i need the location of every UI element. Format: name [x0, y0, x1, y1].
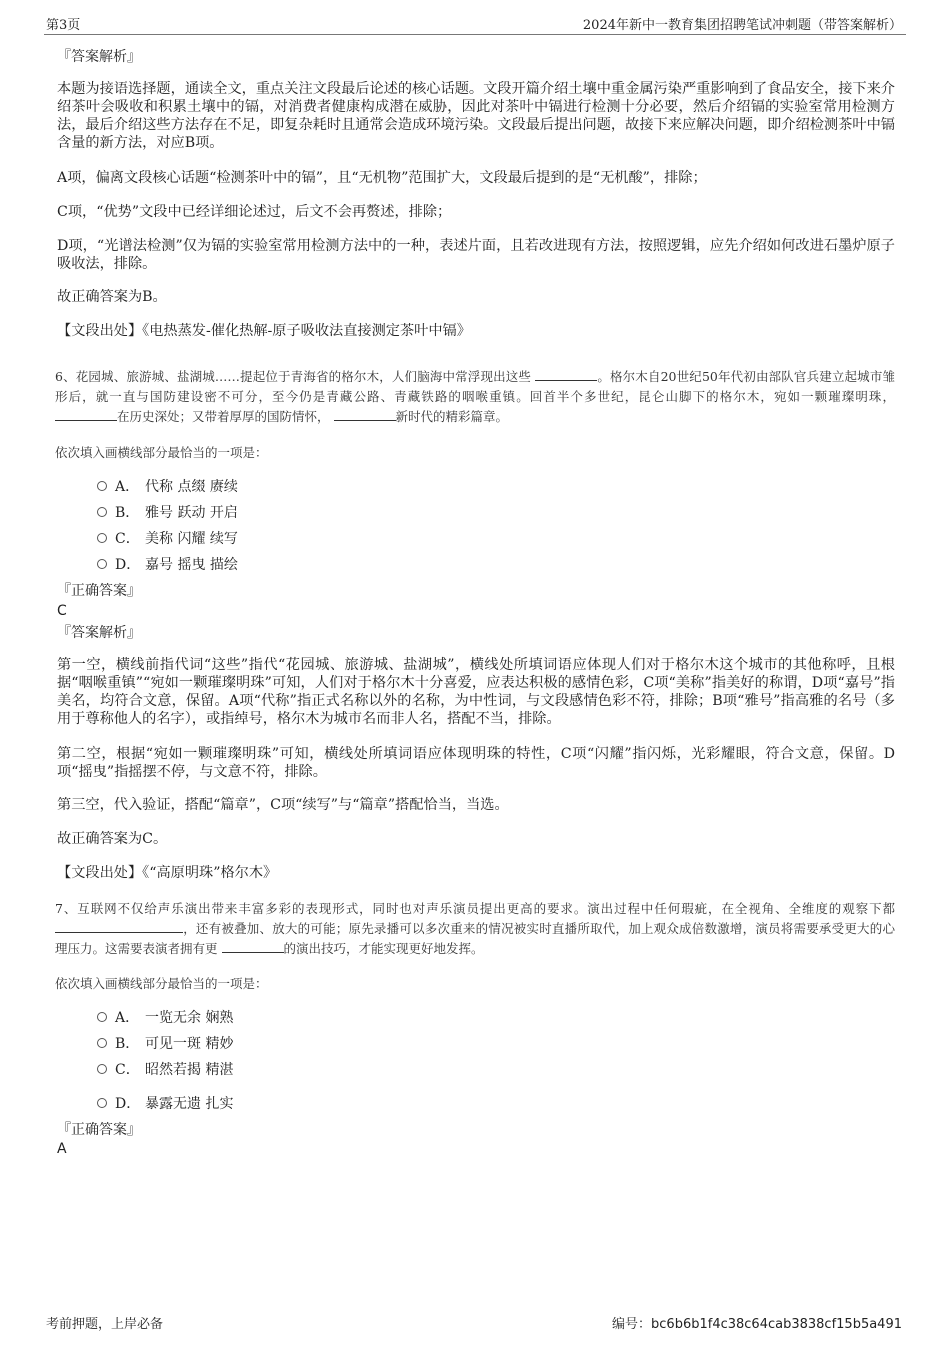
question-instruction: 依次填入画横线部分最恰当的一项是：: [55, 976, 268, 991]
analysis-tag: 『答案解析』: [57, 49, 141, 65]
document-code: 编号：bc6b6b1f4c38c64cab3838cf15b5a491: [612, 1317, 902, 1332]
analysis-paragraph: 第二空，根据“宛如一颗璀璨明珠”可知，横线处所填词语应体现明珠的特性，C项“闪耀”指闪烁，光彩耀眼，符合文意，保留。D项“摇曳”指摇摆不停，与文意不符，排除。: [57, 746, 895, 780]
radio-icon[interactable]: [97, 1012, 107, 1022]
option-b[interactable]: B． 雅号 跃动 开启: [97, 503, 238, 523]
source-citation: 【文段出处】《电热蒸发-催化热解-原子吸收法直接测定茶叶中镉》: [57, 323, 471, 339]
question-6-text: 6、花园城、旅游城、盐湖城……提起位于青海省的格尔木，人们脑海中常浮现出这些 。格尔木自20世纪50年代初由部队官兵建立起城市雏形后，就一直与国防建设密不可分，至今仍是青藏公路、青藏铁路的咽喉重镇。回首半个多世纪，昆仑山脚下的格尔木，宛如一颗璀璨明珠， 在历史深处；又带着厚厚的国防情怀， 新时代的精彩篇章。: [55, 369, 895, 424]
analysis-paragraph: D项，“光谱法检测”仅为镉的实验室常用检测方法中的一种，表述片面，且若改进现有方法，按照逻辑，应先介绍如何改进石墨炉原子吸收法，排除。: [57, 238, 895, 272]
radio-icon[interactable]: [97, 559, 107, 569]
blank-line: [535, 368, 597, 381]
question-instruction: 依次填入画横线部分最恰当的一项是：: [55, 445, 268, 460]
analysis-paragraph: A项，偏离文段核心话题“检测茶叶中的镉”，且“无机物”范围扩大，文段最后提到的是“无机酸”，排除；: [57, 170, 707, 186]
radio-icon[interactable]: [97, 1064, 107, 1074]
analysis-paragraph: C项，“优势”文段中已经详细论述过，后文不会再赘述，排除；: [57, 204, 452, 220]
blank-line: [334, 408, 396, 421]
correct-answer: A: [57, 1141, 67, 1157]
option-d[interactable]: D． 暴露无遗 扎实: [97, 1094, 233, 1114]
analysis-paragraph: 第一空，横线前指代词“这些”指代“花园城、旅游城、盐湖城”，横线处所填词语应体现人们对于格尔木这个城市的其他称呼，且根据“咽喉重镇”“宛如一颗璀璨明珠”可知，人们对于格尔木十分喜爱，应表达积极的感情色彩，C项“美称”指美好的称谓，D项“嘉号”指美名，均符合文意，保留。A项“代称”指正式名称以外的名称，为中性词，与文段感情色彩不符，排除；B项“雅号”指高雅的名号（多用于尊称他人的名字），或指绰号，格尔木为城市名而非人名，搭配不当，排除。: [57, 657, 895, 727]
analysis-paragraph: 本题为接语选择题，通读全文，重点关注文段最后论述的核心话题。文段开篇介绍土壤中重金属污染严重影响到了食品安全，接下来介绍茶叶会吸收和积累土壤中的镉，对消费者健康构成潜在威胁，因此对茶叶中镉进行检测十分必要，然后介绍镉的实验室常用检测方法，最后介绍这些方法存在不足，即复杂耗时且通常会造成环境污染。文段最后提出问题，故接下来应解决问题，即介绍检测茶叶中镉含量的新方法，对应B项。: [57, 81, 895, 151]
option-a[interactable]: A． 代称 点缀 赓续: [97, 477, 238, 497]
blank-line: [55, 920, 183, 933]
option-c[interactable]: C． 美称 闪耀 续写: [97, 529, 238, 549]
source-citation: 【文段出处】《“高原明珠”格尔木》: [57, 865, 278, 881]
radio-icon[interactable]: [97, 533, 107, 543]
footer-slogan: 考前押题，上岸必备: [46, 1317, 164, 1332]
analysis-tag: 『答案解析』: [57, 625, 141, 641]
option-c[interactable]: C． 昭然若揭 精湛: [97, 1060, 233, 1080]
page-header: [44, 14, 906, 35]
page-number: 第3页: [46, 18, 81, 33]
question-7-text: 7、互联网不仅给声乐演出带来丰富多彩的表现形式，同时也对声乐演员提出更高的要求。演出过程中任何瑕疵，在全视角、全维度的观察下都 ，还有被叠加、放大的可能；原先录播可以多次重来的情况被实时直播所取代，加上观众成倍数激增，演员将需要承受更大的心理压力。这需要表演者拥有更 的演出技巧，才能实现更好地发挥。: [55, 901, 895, 956]
correct-answer-tag: 『正确答案』: [57, 583, 141, 599]
blank-line: [55, 408, 117, 421]
document-title: 2024年新中一教育集团招聘笔试冲刺题（带答案解析）: [582, 18, 902, 33]
radio-icon[interactable]: [97, 1098, 107, 1108]
option-d[interactable]: D． 嘉号 摇曳 描绘: [97, 555, 238, 575]
correct-answer: C: [57, 603, 67, 619]
conclusion: 故正确答案为B。: [57, 289, 167, 305]
option-b[interactable]: B． 可见一斑 精妙: [97, 1034, 233, 1054]
correct-answer-tag: 『正确答案』: [57, 1122, 141, 1138]
option-a[interactable]: A． 一览无余 娴熟: [97, 1008, 233, 1028]
radio-icon[interactable]: [97, 481, 107, 491]
conclusion: 故正确答案为C。: [57, 831, 168, 847]
analysis-paragraph: 第三空，代入验证，搭配“篇章”，C项“续写”与“篇章”搭配恰当，当选。: [57, 797, 509, 813]
radio-icon[interactable]: [97, 507, 107, 517]
blank-line: [222, 940, 284, 953]
radio-icon[interactable]: [97, 1038, 107, 1048]
